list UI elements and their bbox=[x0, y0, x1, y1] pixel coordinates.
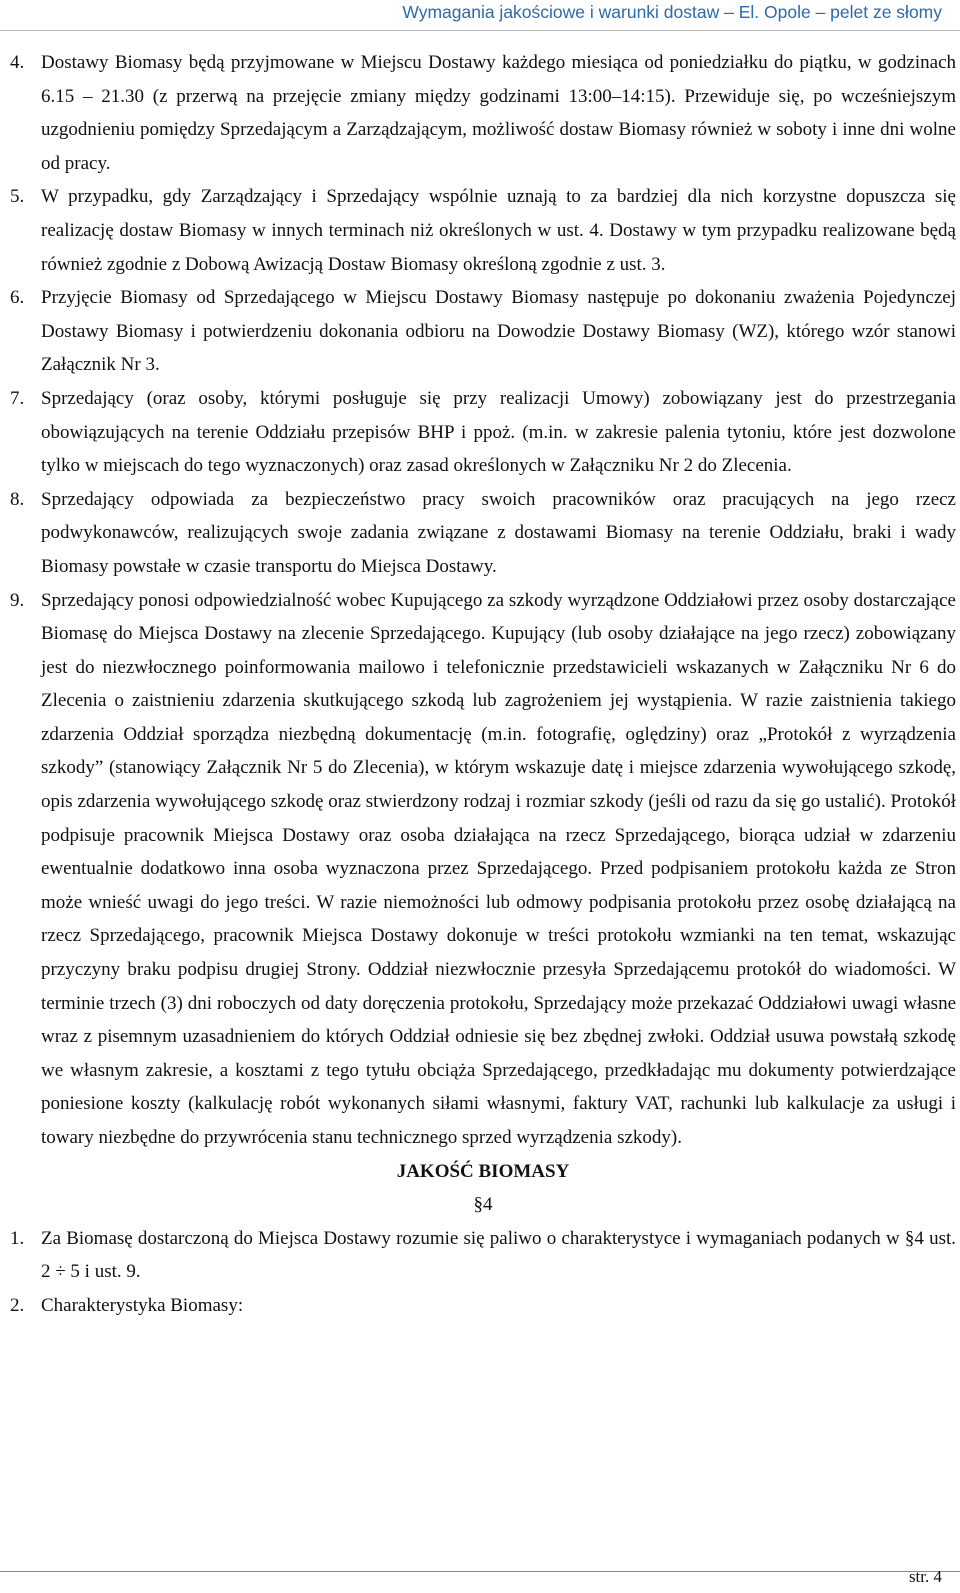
paragraph-8 bbox=[10, 483, 956, 584]
paragraph-4 bbox=[10, 46, 956, 180]
section-heading: JAKOŚĆ BIOMASY bbox=[396, 1160, 570, 1182]
paragraph-number: 7. bbox=[10, 387, 25, 409]
paragraph-number: 8. bbox=[10, 488, 25, 510]
paragraph-number: 2. bbox=[10, 1294, 25, 1316]
section-item-1 bbox=[10, 1222, 956, 1289]
paragraph-6 bbox=[10, 281, 956, 382]
paragraph-number: 9. bbox=[10, 589, 25, 611]
paragraph-text: Sprzedający (oraz osoby, którymi posługuje się przy realizacji Umowy) zobowiązany jest do przestrzegania obowiązujących na terenie Oddziału przepisów BHP i ppoż. (m.in. w zakresie palenia tytoniu, które jest dozwolone tylko w miejscach do tego wyznaczonych) oraz zasad określonych w Załączniku Nr 2 do Zlecenia. bbox=[41, 387, 956, 477]
paragraph-number: 4. bbox=[10, 52, 25, 73]
paragraph-7 bbox=[10, 382, 956, 483]
paragraph-text: Sprzedający ponosi odpowiedzialność wobec Kupującego za szkody wyrządzone Oddziałowi przez osoby dostarczające Biomasę do Miejsca Dostawy na zlecenie Sprzedającego. Kupujący (lub osoby działające na jego rzecz) zobowiązany jest do niezwłocznego poinformowania mailowo i telefonicznie przedstawicieli wskazanych w Załączniku Nr 6 do Zlecenia o zaistnieniu zdarzenia skutkującego szkodą lub zagrożeniem jej wystąpienia. W razie zaistnienia takiego zdarzenia Oddział sporządza niezbędną dokumentację (m.in. fotografię, oględziny) oraz „Protokół z wyrządzenia szkody” (stanowiący Załącznik Nr 5 do Zlecenia), w którym wskazuje datę i miejsce zdarzenia wywołującego szkodę, opis zdarzenia wywołującego szkodę oraz stwierdzony rodzaj i rozmiar szkody (jeśli od razu da się go ustalić). Protokół podpisuje pracownik Miejsca Dostawy oraz osoba działająca na rzecz Sprzedającego, biorąca udział w zdarzeniu ewentualnie dodatkowo inna osoba wyznaczona przez Sprzedającego. Przed podpisaniem protokołu każda ze Stron może wnieść uwagi do jego treści. W razie niemożności lub odmowy podpisania protokołu przez osobę działającą na rzecz Sprzedającego, pracownik Miejsca Dostawy dokonuje w treści protokołu wzmianki na ten temat, wskazując przyczyny braku podpisu drugiej Strony. Oddział niezwłocznie przesyła Sprzedającemu protokół do wiadomości. W terminie trzech (3) dni roboczych od daty doręczenia protokołu, Sprzedający może przekazać Oddziałowi uwagi własne wraz z pisemnym uzasadnieniem do których Oddział odniesie się bez zbędnej zwłoki. Oddział usuwa powstałą szkodę we własnym zakresie, a kosztami z tego tytułu obciąża Sprzedającego, przedkładając mu dokumenty potwierdzające poniesione koszty (kalkulację robót wykonanych siłami własnymi, faktury VAT, rachunki lub kalkulacje za usługi i towary niezbędne do przywrócenia stanu technicznego sprzed wyrządzenia szkody). bbox=[41, 589, 956, 1148]
paragraph-text: Sprzedający odpowiada za bezpieczeństwo pracy swoich pracowników oraz pracujących na jego rzecz podwykonawców, realizujących swoje zadania związane z dostawami Biomasy na terenie Oddziału, braki i wady Biomasy powstałe w czasie transportu do Miejsca Dostawy. bbox=[41, 488, 956, 577]
paragraph-5 bbox=[10, 180, 956, 281]
paragraph-9 bbox=[10, 584, 956, 1155]
document-body bbox=[10, 46, 956, 1323]
paragraph-number: 6. bbox=[10, 287, 25, 309]
paragraph-text: Przyjęcie Biomasy od Sprzedającego w Miejscu Dostawy Biomasy następuje po dokonaniu zważenia Pojedynczej Dostawy Biomasy i potwierdzeniu dokonania odbioru na Dowodzie Dostawy Biomasy (WZ), którego wzór stanowi Załącznik Nr 3. bbox=[41, 287, 956, 376]
paragraph-number: 1. bbox=[10, 1227, 25, 1249]
paragraph-text: W przypadku, gdy Zarządzający i Sprzedający wspólnie uznają to za bardziej dla nich korzystne dopuszcza się realizację dostaw Biomasy w innych terminach niż określonych w ust. 4. Dostawy w tym przypadku realizowane będą również zgodnie z Dobową Awizacją Dostaw Biomasy określoną zgodnie z ust. 3. bbox=[41, 186, 956, 275]
header-divider bbox=[0, 30, 960, 31]
paragraph-text: Charakterystyka Biomasy: bbox=[41, 1294, 244, 1316]
section-item-2 bbox=[10, 1289, 956, 1323]
paragraph-text: Dostawy Biomasy będą przyjmowane w Miejscu Dostawy każdego miesiąca od poniedziałku do piątku, w godzinach 6.15 – 21.30 (z przerwą na przejęcie zmiany między godzinami 13:00–14:15). Przewiduje się, po wcześniejszym uzgodnieniu pomiędzy Sprzedającym a Zarządzającym, możliwość dostaw Biomasy również w soboty i inne dni wolne od pracy. bbox=[41, 52, 956, 174]
running-header: Wymagania jakościowe i warunki dostaw – El. Opole – pelet ze słomy bbox=[402, 2, 942, 22]
page-number: str. 4 bbox=[908, 1567, 942, 1586]
paragraph-text: Za Biomasę dostarczoną do Miejsca Dostawy rozumie się paliwo o charakterystyce i wymaganiach podanych w §4 ust. 2 ÷ 5 i ust. 9. bbox=[41, 1227, 956, 1283]
paragraph-number: 5. bbox=[10, 186, 25, 208]
section-paragraph-sign: §4 bbox=[473, 1194, 493, 1216]
footer-divider bbox=[0, 1571, 960, 1572]
